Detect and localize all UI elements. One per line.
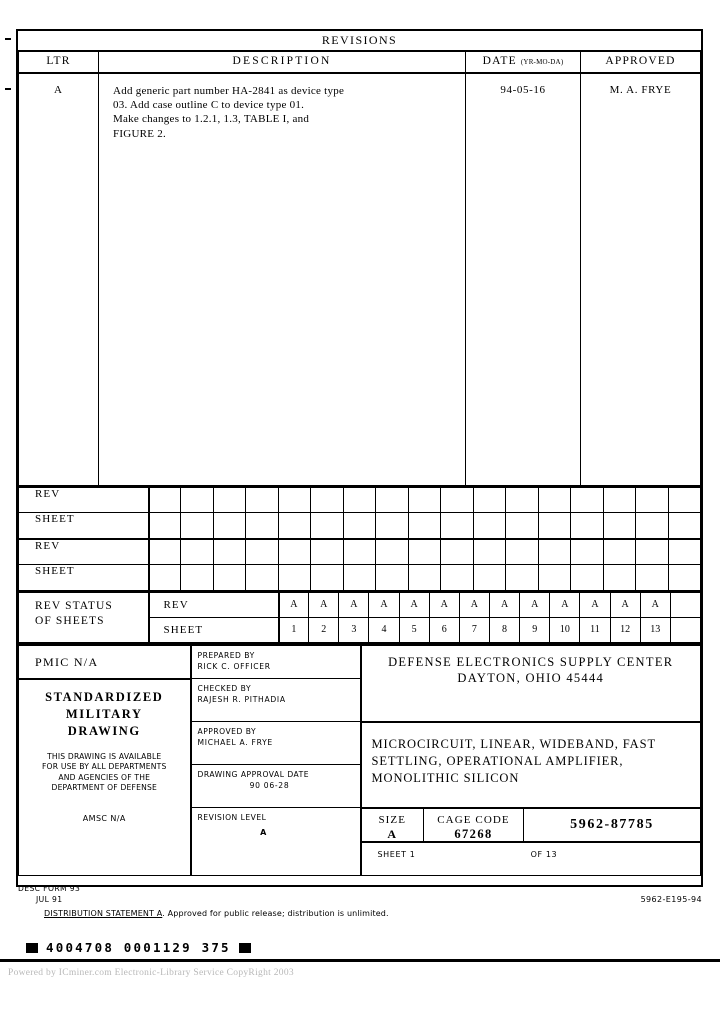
rev-sheet-blank-cell [278,487,310,513]
rev-sheet-blank-row [19,513,701,539]
cage-code-value: 67268 [454,826,493,841]
rev-sheet-blank-cell [376,539,408,565]
rev-sheet-blank-cell [636,513,668,539]
item-description-line-2: SETTLING, OPERATIONAL AMPLIFIER, [371,753,624,768]
rev-sheet-blank-cell [506,513,538,539]
rev-sheet-blank-row [19,487,701,513]
rev-sheet-blank-cell [473,487,505,513]
checked-by-cell [191,679,361,722]
rev-sheet-blank-cell [408,565,440,591]
smd-note-line-4: DEPARTMENT OF DEFENSE [51,783,157,793]
rev-status-sheet-value: 2 [309,617,339,643]
item-description-cell [361,722,701,808]
rev-status-sheet-value: 1 [279,617,309,643]
sheet-number-row [362,842,701,875]
revision-description-line-3: Make changes to 1.2.1, 1.3, TABLE I, and [113,113,310,126]
rev-sheet-blank-cell [538,513,570,539]
revision-ltr: A [19,73,99,141]
rev-status-rev-value: A [399,592,429,617]
rev-sheet-blank-cell [506,565,538,591]
rev-sheet-blank-row-label: REV [19,487,149,513]
rev-status-sheet-value [670,617,700,643]
approved-by-cell [191,722,361,765]
rev-sheet-blank-cell [668,539,701,565]
rev-sheet-blank-cell [311,487,343,513]
rev-status-sheet-value: 12 [610,617,640,643]
distribution-statement [44,909,389,918]
drawing-number: 5962-87785 [524,809,701,842]
rev-status-rev-value: A [489,592,519,617]
rev-sheet-blank-cell [181,565,213,591]
sheet-total-label: OF 13 [530,849,558,859]
smd-title-line-1: STANDARDIZED [45,689,164,704]
revisions-col-ltr: LTR [19,52,99,73]
rev-sheet-blank-cell [376,487,408,513]
approved-by-name: MICHAEL A. FRYE [197,738,273,748]
rev-sheet-blank-cell [149,487,181,513]
smd-availability-note [25,752,184,794]
revisions-table [18,52,701,487]
item-description-line-3: MONOLITHIC SILICON [371,770,520,785]
revisions-col-date-text: DATE [482,55,517,67]
rev-status-sheet-value: 3 [339,617,369,643]
standardized-military-drawing-box [19,679,191,876]
desc-form-block [18,884,80,904]
rev-status-sheet-value: 7 [459,617,489,643]
rev-sheet-blank-cell [571,539,603,565]
revisions-empty-approved [581,141,701,486]
rev-status-rev-row [19,592,701,617]
rev-status-sheet-value: 5 [399,617,429,643]
agency-line-2: DAYTON, OHIO 45444 [457,670,605,685]
rev-status-rev-value: A [369,592,399,617]
size-label: SIZE [378,813,407,826]
revision-description-line-1: Add generic part number HA-2841 as device type [113,85,345,97]
footer-right-code: 5962-E195-94 [640,895,702,904]
revisions-empty-area [19,141,701,486]
size-value: A [387,826,398,841]
rev-sheet-blank-cell [473,539,505,565]
smd-note-line-2: FOR USE BY ALL DEPARTMENTS [41,762,167,772]
rev-sheet-blank-cell [441,565,473,591]
rev-sheet-blank-cell [213,487,245,513]
distribution-statement-text: . Approved for public release; distribution is unlimited. [162,909,389,918]
checked-by-name: RAJESH R. PITHADIA [197,695,286,705]
rev-status-of-sheets-table [18,592,701,644]
rev-status-label [19,592,149,643]
cage-code-label: CAGE CODE [437,813,510,826]
rev-sheet-blank-cell [311,513,343,539]
margin-tick-second [5,88,11,90]
rev-sheet-blank-cell [246,487,278,513]
sheet-number-label: SHEET 1 [377,849,416,859]
checked-by-label: CHECKED BY [197,684,252,694]
rev-status-sheet-value: 8 [489,617,519,643]
rev-sheet-blank-cell [149,565,181,591]
rev-status-rev-value: A [520,592,550,617]
rev-sheet-blank-cell [506,539,538,565]
smd-note-line-1: THIS DRAWING IS AVAILABLE [47,751,162,761]
rev-sheet-blank-cell [181,539,213,565]
revision-description [99,73,466,141]
title-block [18,644,701,876]
rev-sheet-blank-cell [246,513,278,539]
rev-sheet-blank-cell [603,539,635,565]
barcode [26,940,251,955]
rev-sheet-blank-cell [408,487,440,513]
margin-tick-top [5,38,11,40]
rev-sheet-blank-cell [668,513,701,539]
distribution-statement-heading: DISTRIBUTION STATEMENT A [44,909,163,918]
rev-sheet-blank-cell [181,487,213,513]
rev-status-rev-value: A [279,592,309,617]
revision-description-line-4: FIGURE 2. [113,127,166,140]
rev-sheet-blank-cell [149,513,181,539]
rev-sheet-blank-cell [408,513,440,539]
rev-sheet-blank-cell [473,565,505,591]
rev-sheet-blank-cell [278,513,310,539]
revisions-col-date-format: (YR-MO-DA) [520,58,564,66]
rev-sheet-blank-cell [213,513,245,539]
revision-date: 94-05-16 [466,73,581,141]
rev-sheet-blank-cell [441,487,473,513]
rev-status-sheet-label: SHEET [149,617,279,643]
rev-sheet-blank-cell [149,539,181,565]
desc-form-number: DESC FORM 93 [18,884,81,893]
rev-sheet-blank-grid [18,487,701,592]
smd-title-line-2: MILITARY [65,706,143,721]
rev-sheet-blank-cell [473,513,505,539]
prepared-by-label: PREPARED BY [197,650,255,660]
rev-sheet-blank-row-label: SHEET [19,513,149,539]
rev-status-label-line2: OF SHEETS [35,614,105,627]
rev-sheet-blank-cell [603,565,635,591]
rev-sheet-blank-cell [603,513,635,539]
revisions-col-date [466,52,581,73]
rev-sheet-blank-row-label: SHEET [19,565,149,591]
rev-status-sheet-value: 11 [580,617,610,643]
rev-status-rev-value: A [429,592,459,617]
smd-title-line-3: DRAWING [67,723,141,738]
rev-sheet-blank-cell [343,513,375,539]
rev-status-sheet-value: 13 [640,617,670,643]
rev-sheet-blank-cell [441,539,473,565]
rev-sheet-blank-cell [668,487,701,513]
approval-date-value: 90 06-28 [249,781,290,791]
revisions-empty-description [99,141,466,486]
revisions-empty-ltr [19,141,99,486]
revision-level-value: A [260,828,267,838]
rev-status-rev-value: A [580,592,610,617]
rev-sheet-blank-cell [668,565,701,591]
prepared-by-cell [191,645,361,679]
rev-sheet-blank-cell [343,487,375,513]
revision-level-label: REVISION LEVEL [197,813,267,823]
rev-status-rev-value: A [610,592,640,617]
revisions-empty-date [466,141,581,486]
rev-status-sheet-value: 9 [520,617,550,643]
rev-status-rev-label: REV [149,592,279,617]
rev-sheet-blank-cell [603,487,635,513]
size-cage-drawing-table [362,809,701,875]
rev-sheet-blank-cell [538,539,570,565]
rev-sheet-blank-cell [538,487,570,513]
approval-date-cell [191,765,361,808]
barcode-start-block-icon [26,943,38,953]
rev-sheet-blank-row [19,565,701,591]
revisions-col-approved: APPROVED [581,52,701,73]
rev-sheet-blank-cell [343,539,375,565]
item-description-line-1: MICROCIRCUIT, LINEAR, WIDEBAND, FAST [371,736,656,751]
title-block-row-1 [19,645,701,679]
rev-sheet-blank-cell [441,513,473,539]
rev-sheet-blank-row [19,539,701,565]
rev-sheet-blank-cell [636,539,668,565]
agency-cell [361,645,701,722]
rev-sheet-blank-cell [311,565,343,591]
rev-sheet-blank-cell [278,539,310,565]
rev-sheet-blank-cell [571,487,603,513]
rev-sheet-blank-cell [213,565,245,591]
revision-row [19,73,701,141]
rev-sheet-blank-cell [213,539,245,565]
powered-by-notice: Powered by ICminer.com Electronic-Library Service CopyRight 2003 [8,968,294,978]
rev-sheet-blank-cell [506,487,538,513]
barcode-end-block-icon [239,943,251,953]
revision-description-line-2: 03. Add case outline C to device type 01. [113,99,305,112]
rev-sheet-blank-cell [376,513,408,539]
agency-line-1: DEFENSE ELECTRONICS SUPPLY CENTER [388,654,674,669]
rev-sheet-blank-cell [376,565,408,591]
barcode-digits: 4004708 0001129 375 [46,940,231,955]
rev-status-rev-value [670,592,700,617]
rev-sheet-blank-cell [538,565,570,591]
rev-status-sheet-value: 4 [369,617,399,643]
rev-status-label-line1: REV STATUS [35,599,113,612]
rev-status-sheet-value: 6 [429,617,459,643]
rev-status-rev-value: A [640,592,670,617]
rev-sheet-blank-cell [571,513,603,539]
size-cell [362,809,424,842]
rev-status-rev-value: A [309,592,339,617]
rev-sheet-blank-cell [343,565,375,591]
size-cage-drawing-cell [361,808,701,876]
revision-approved-by: M. A. FRYE [581,73,701,141]
drawing-frame [16,29,703,887]
approved-by-label: APPROVED BY [197,727,257,737]
sheet-number-cell [362,842,701,875]
rev-status-rev-value: A [339,592,369,617]
revisions-section-title: REVISIONS [18,31,701,52]
size-cage-row [362,809,701,842]
rev-sheet-blank-cell [636,565,668,591]
prepared-by-name: RICK C. OFFICER [197,661,271,671]
revisions-header-row [19,52,701,73]
rev-sheet-blank-cell [408,539,440,565]
approval-date-label: DRAWING APPROVAL DATE [197,770,310,780]
rev-sheet-blank-cell [181,513,213,539]
desc-form-date: JUL 91 [36,895,63,904]
amsc-field: AMSC N/A [82,813,126,823]
rev-sheet-blank-cell [571,565,603,591]
rev-sheet-blank-cell [246,565,278,591]
rev-status-sheet-value: 10 [550,617,580,643]
rev-sheet-blank-cell [636,487,668,513]
revision-level-cell [191,808,361,876]
rev-sheet-blank-row-label: REV [19,539,149,565]
rev-status-rev-value: A [459,592,489,617]
footer-divider [0,959,720,962]
revisions-col-description: DESCRIPTION [99,52,466,73]
rev-sheet-blank-cell [246,539,278,565]
rev-sheet-blank-cell [311,539,343,565]
cage-code-cell [424,809,524,842]
rev-status-rev-value: A [550,592,580,617]
pmic-field: PMIC N/A [19,645,191,679]
rev-sheet-blank-cell [278,565,310,591]
smd-note-line-3: AND AGENCIES OF THE [58,772,151,782]
